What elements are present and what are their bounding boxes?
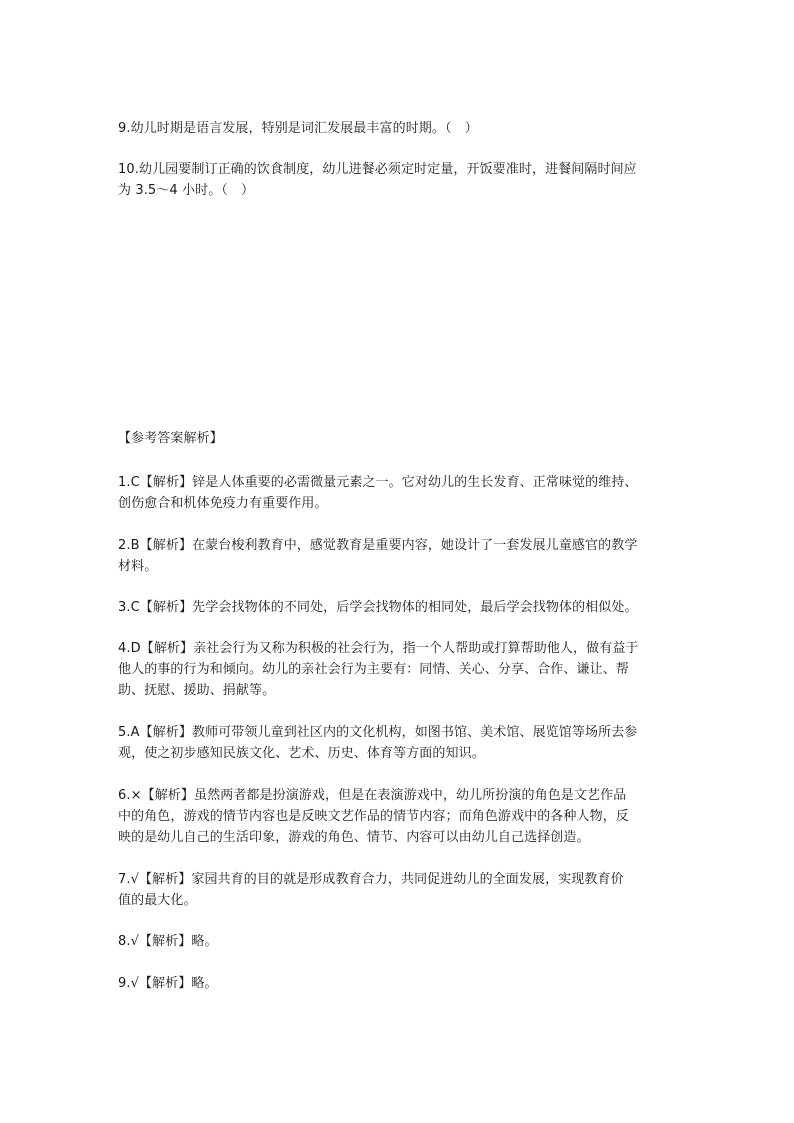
question-9	[118, 118, 678, 139]
answer-8	[118, 931, 678, 952]
answers-heading	[118, 428, 678, 449]
answer-line: 观，使之初步感知民族文化、艺术、历史、体育等方面的知识。	[118, 746, 485, 761]
answer-line: 映的是幼儿自己的生活印象，游戏的角色、情节、内容可以由幼儿自己选择创造。	[118, 830, 590, 845]
section-heading: 【参考答案解析】	[118, 431, 223, 446]
answer-line: 值的最大化。	[118, 893, 197, 908]
answer-line: 创伤愈合和机体免疫力有重要作用。	[118, 496, 328, 511]
answer-line: 8.√【解析】略。	[118, 934, 218, 949]
answer-line: 2.B【解析】在蒙台梭利教育中，感觉教育是重要内容，她设计了一套发展儿童感官的教学	[118, 538, 638, 553]
answer-6	[118, 785, 678, 848]
answer-7	[118, 869, 678, 911]
answer-9	[118, 973, 678, 994]
question-line: 为 3.5～4 小时。（ ）	[118, 183, 255, 198]
answer-5	[118, 722, 678, 764]
answer-2	[118, 535, 678, 577]
answer-line: 5.A【解析】教师可带领儿童到社区内的文化机构，如图书馆、美术馆、展览馆等场所去参	[118, 725, 638, 740]
answer-4	[118, 638, 678, 701]
answer-line: 材料。	[118, 559, 158, 574]
answer-1	[118, 472, 678, 514]
answer-line: 中的角色，游戏的情节内容也是反映文艺作品的情节内容；而角色游戏中的各种人物，反	[118, 809, 629, 824]
question-line: 10.幼儿园要制订正确的饮食制度，幼儿进餐必须定时定量，开饭要准时，进餐间隔时间应	[118, 162, 637, 177]
question-line: 9.幼儿时期是语言发展，特别是词汇发展最丰富的时期。（ ）	[118, 121, 478, 136]
answer-line: 3.C【解析】先学会找物体的不同处，后学会找物体的相同处，最后学会找物体的相似处。	[118, 600, 638, 615]
answer-line: 6.×【解析】虽然两者都是扮演游戏，但是在表演游戏中，幼儿所扮演的角色是文艺作品	[118, 788, 627, 803]
answer-line: 4.D【解析】亲社会行为又称为积极的社会行为，指一个人帮助或打算帮助他人，做有益于	[118, 641, 639, 656]
answer-3	[118, 597, 678, 618]
answer-line: 7.√【解析】家园共育的目的就是形成教育合力，共同促进幼儿的全面发展，实现教育价	[118, 872, 624, 887]
answer-line: 助、抚慰、援助、捐献等。	[118, 683, 276, 698]
answer-line: 9.√【解析】略。	[118, 976, 218, 991]
answer-line: 1.C【解析】锌是人体重要的必需微量元素之一。它对幼儿的生长发育、正常味觉的维持、	[118, 475, 638, 490]
question-10	[118, 159, 678, 201]
answer-line: 他人的事的行为和倾向。幼儿的亲社会行为主要有：同情、关心、分享、合作、谦让、帮	[118, 662, 629, 677]
